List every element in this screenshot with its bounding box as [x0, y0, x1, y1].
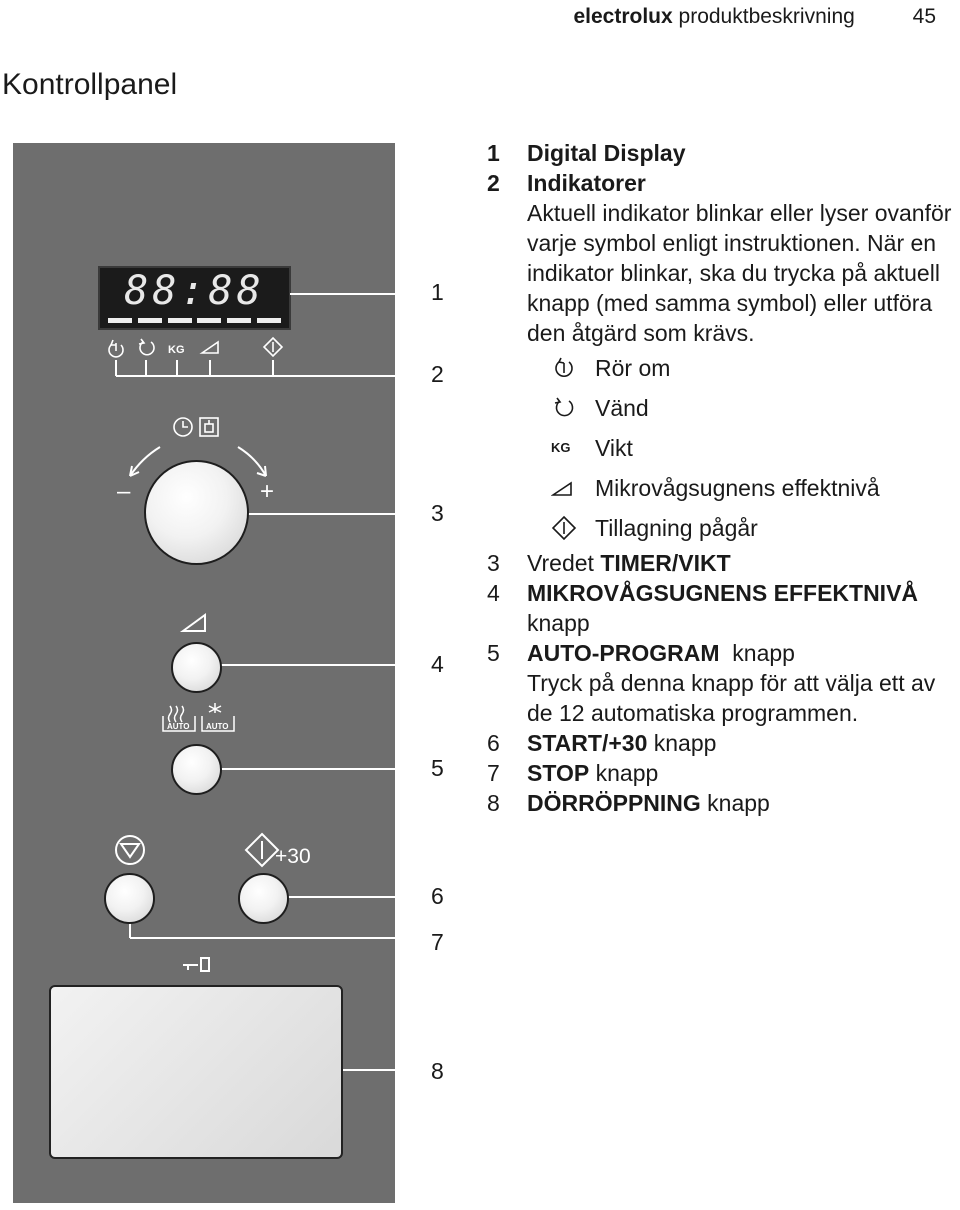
- legend-item-6: 6 START/+30 knapp: [487, 730, 717, 756]
- legend-item-5-desc: Tryck på denna knapp för att välja ett av de 12 automatiska programmen.: [527, 670, 936, 726]
- weight-kg-icon: KG: [168, 344, 185, 356]
- digital-display: [98, 266, 291, 330]
- legend-item-2-desc: Aktuell indikator blinkar eller lyser ovanför varje symbol enligt instruktionen. När en indikator blinkar, ska du trycka på aktuell knapp (med samma symbol) eller utföra den åtgärd som krävs.: [527, 200, 952, 346]
- symbol-row: KG Vikt: [551, 435, 633, 461]
- indicator-bars: [108, 318, 281, 323]
- auto-label: AUTO: [206, 722, 229, 731]
- symbol-row: Mikrovågsugnens effektnivå: [551, 468, 957, 508]
- stop-button[interactable]: [104, 873, 155, 924]
- legend-item-1: 1 Digital Display: [487, 140, 686, 166]
- legend-item-7: 7 STOP knapp: [487, 760, 659, 786]
- indicator-bar: [168, 318, 192, 323]
- symbol-row: Vänd: [551, 388, 957, 428]
- indicator-bar: [138, 318, 162, 323]
- start-icon: [551, 515, 577, 541]
- plus30-label: +30: [275, 845, 311, 868]
- page-title: Kontrollpanel: [2, 68, 178, 101]
- page-number: 45: [912, 5, 936, 28]
- timer-weight-knob[interactable]: [144, 460, 249, 565]
- page-header: [573, 0, 936, 34]
- legend-item-5: 5 AUTO-PROGRAM knapp: [487, 640, 795, 666]
- timer-plus: +: [260, 478, 275, 505]
- callout-1: 1: [431, 279, 444, 305]
- brand-name: electrolux: [573, 5, 673, 28]
- symbol-row: Rör om: [551, 348, 957, 388]
- legend-item-4: 4 MIKROVÅGSUGNENS EFFEKTNIVÅ knapp: [487, 580, 919, 636]
- weight-kg-icon: KG: [551, 440, 571, 455]
- callout-7: 7: [431, 929, 444, 955]
- legend-item-2: 2 Indikatorer: [487, 170, 646, 196]
- turn-icon: [551, 395, 577, 421]
- legend-item-3: 3 Vredet TIMER/VIKT: [487, 550, 731, 576]
- power-level-button[interactable]: [171, 642, 222, 693]
- indicator-bar: [227, 318, 251, 323]
- display-digits: 88:88: [124, 268, 265, 314]
- indicator-bar: [257, 318, 281, 323]
- legend: [487, 138, 957, 818]
- indicator-bar: [197, 318, 221, 323]
- symbol-row: Tillagning pågår: [551, 508, 957, 548]
- auto-label: AUTO: [167, 722, 190, 731]
- callout-5: 5: [431, 755, 444, 781]
- auto-program-button[interactable]: [171, 744, 222, 795]
- callout-2: 2: [431, 361, 444, 387]
- stir-icon: [551, 355, 577, 381]
- start-plus30-button[interactable]: [238, 873, 289, 924]
- door-open-button[interactable]: [49, 985, 343, 1159]
- callout-8: 8: [431, 1058, 444, 1084]
- power-level-icon: [551, 475, 577, 501]
- doc-section: produktbeskrivning: [678, 5, 855, 28]
- indicator-bar: [108, 318, 132, 323]
- callout-3: 3: [431, 500, 444, 526]
- legend-item-8: 8 DÖRRÖPPNING knapp: [487, 790, 770, 816]
- timer-minus: –: [117, 478, 131, 505]
- callout-4: 4: [431, 651, 444, 677]
- callout-6: 6: [431, 883, 444, 909]
